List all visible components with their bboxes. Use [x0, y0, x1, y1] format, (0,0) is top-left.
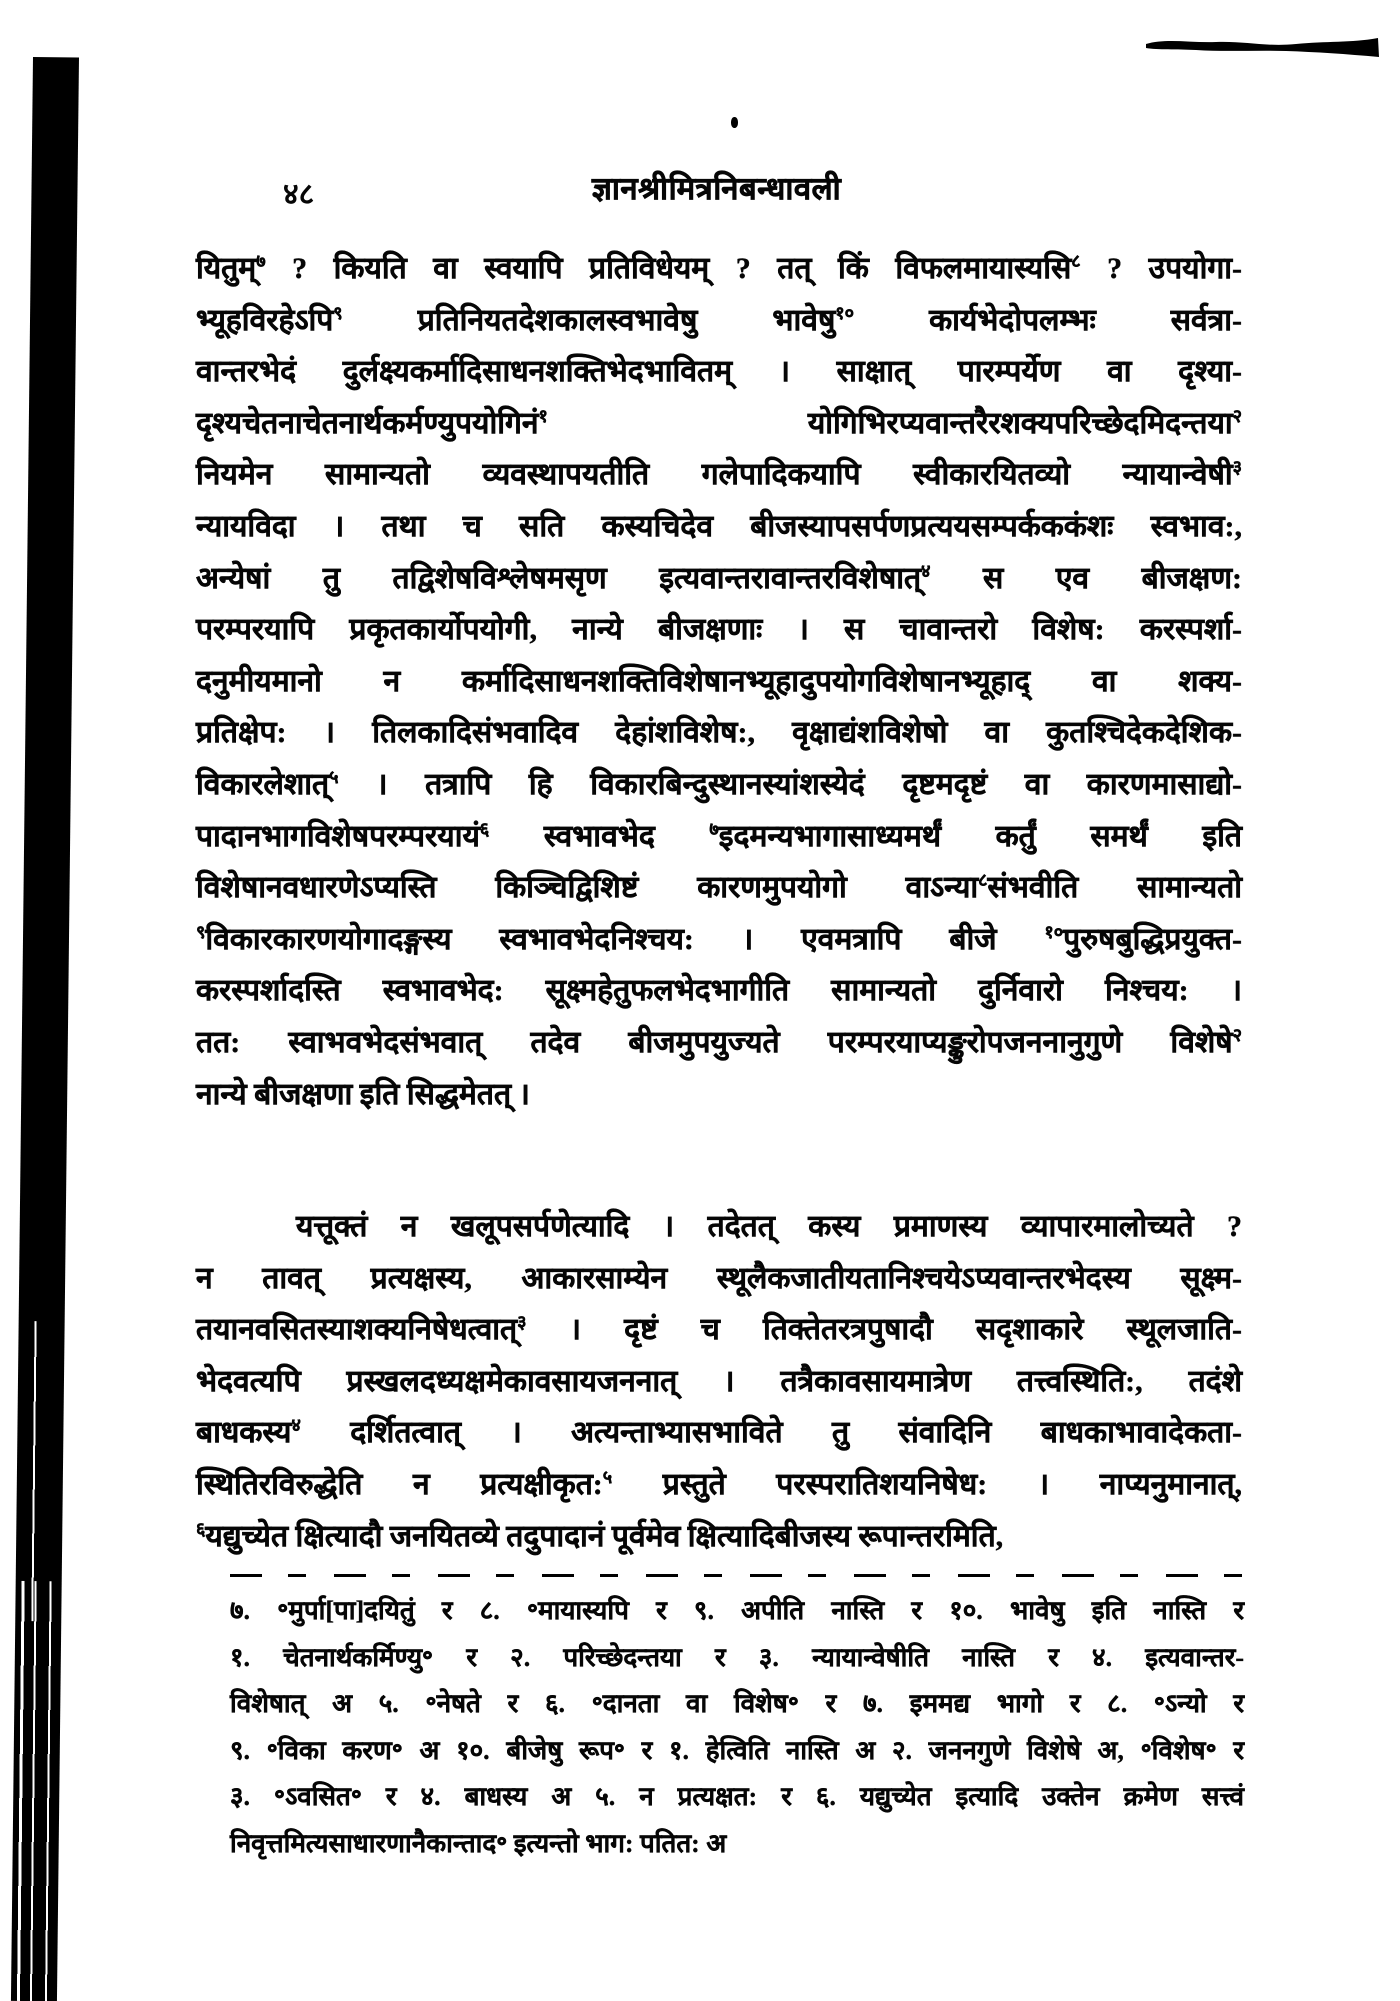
text-line: स्थितिरविरुद्धेति न प्रत्यक्षीकृत:$^५$ प्रस्तुते परस्परातिशयनिषेध: । नाप्यनुमानात्, [196, 1466, 1242, 1501]
text-line: $^९$विकारकारणयोगादङ्गस्य स्वभावभेदनिश्चय: । एवमत्रापि बीजे $^{१०}$पुरुषबुद्धिप्रयुक्त- [196, 921, 1242, 956]
body-paragraph-2 [196, 1201, 1242, 1562]
text-line: पादानभागविशेषपरम्परयायं$^६$ स्वभावभेद $^७$इदमन्यभागासाध्यमर्थं कर्तुं समर्थं इति [196, 818, 1242, 853]
scan-bar-streaks [11, 1581, 62, 2001]
footnote-separator-line [230, 1574, 1244, 1577]
text-line: भ्यूहविरहेऽपि$^९$ प्रतिनियतदेशकालस्वभावेषु भावेषु$^{१०}$ कार्यभेदोपलम्भः सर्वत्रा- [196, 302, 1242, 337]
text-line: यितुम्$^७$ ? कियति वा स्वयापि प्रतिविधेयम् ? तत् किं विफलमायास्यसि$^८$ ? उपयोगा- [196, 251, 1242, 285]
text-line: भेदवत्यपि प्रस्खलदध्यक्षमेकावसायजननात् । तत्रैकावसायमात्रेण तत्त्वस्थिति:, तदंशे [196, 1364, 1242, 1398]
text-line: करस्पर्शादस्ति स्वभावभेद: सूक्ष्महेतुफलभेदभागीति सामान्यतो दुर्निवारो निश्चय: । [196, 974, 1242, 1008]
page-header-title: ज्ञानश्रीमित्रनिबन्धावली [592, 171, 842, 206]
text-line: दनुमीयमानो न कर्मादिसाधनशक्तिविशेषानभ्यूहादुपयोगविशेषानभ्यूहाद् वा शक्य- [196, 664, 1242, 698]
footnote-line: निवृत्तमित्यसाधारणानैकान्ताद॰ इत्यन्तो भाग: पतित: अ [230, 1828, 727, 1858]
scan-artifact-left-bar [11, 57, 79, 2001]
text-line: तयानवसितस्याशक्यनिषेधत्वात्$^३$ । दृष्टं च तिक्तेतरत्रपुषादौ सदृशाकारे स्थूलजाति- [196, 1312, 1242, 1347]
text-line: दृश्यचेतनाचेतनार्थकर्मण्युपयोगिनं$^१$ योगिभिरप्यवान्तरैरशक्यपरिच्छेदमिदन्तया$^२$ [196, 405, 1242, 440]
ink-speck [731, 117, 738, 128]
footnote-line: ३. ॰ऽवसित॰ र ४. बाधस्य अ ५. न प्रत्यक्षत: र ६. यद्युच्येत इत्यादि उक्तेन क्रमेण सत्त्वं [230, 1782, 1244, 1811]
text-line: प्रतिक्षेप: । तिलकादिसंभवादिव देहांशविशेष:, वृक्षाद्यंशविशेषो वा कुतश्चिदेकदेशिक- [196, 716, 1242, 750]
text-line: $^६$यद्युच्येत क्षित्यादौ जनयितव्ये तदुपादानं पूर्वमेव क्षित्यादिबीजस्य रूपान्तरमिति, [196, 1518, 1004, 1553]
text-line: न्यायविदा । तथा च सति कस्यचिदेव बीजस्यापसर्पणप्रत्ययसम्पर्कककंशः स्वभाव:, [196, 509, 1242, 543]
text-line: वान्तरभेदं दुर्लक्ष्यकर्मादिसाधनशक्तिभेदभावितम् । साक्षात् पारम्पर्येण वा दृश्या- [196, 355, 1242, 389]
footnote-line: विशेषात् अ ५. ॰नेषते र ६. ॰दानता वा विशेष॰ र ७. इममद्य भागो र ८. ॰ऽन्यो र [230, 1689, 1244, 1718]
text-line: बाधकस्य$^४$ दर्शितत्वात् । अत्यन्ताभ्यासभाविते तु संवादिनि बाधकाभावादेकता- [196, 1415, 1242, 1450]
text-line: यत्तूक्तं न खलूपसर्पणेत्यादि । तदेतत् कस्य प्रमाणस्य व्यापारमालोच्यते ? [296, 1210, 1242, 1243]
text-line: न तावत् प्रत्यक्षस्य, आकारसाम्येन स्थूलैकजातीयतानिश्चयेऽप्यवान्तरभेदस्य सूक्ष्म- [196, 1261, 1242, 1295]
text-line: नान्ये बीजक्षणा इति सिद्धमेतत् । [196, 1077, 530, 1111]
text-line: परम्परयापि प्रकृतकार्योपयोगी, नान्ये बीजक्षणाः । स चावान्तरो विशेष: करस्पर्शा- [196, 613, 1242, 647]
page-number: ४८ [283, 178, 315, 211]
text-line: विशेषानवधारणेऽप्यस्ति किञ्चिद्विशिष्टं कारणमुपयोगो वाऽन्या$^८$संभवीति सामान्यतो [196, 870, 1242, 905]
footnotes-block [230, 1588, 1244, 1867]
footnote-line: ७. ॰मुर्पा[पा]दयितुं र ८. ॰मायास्यपि र ९. अपीति नास्ति र १०. भावेषु इति नास्ति र [230, 1596, 1244, 1625]
footnote-line: १. चेतनार्थकर्मिण्यु॰ र २. परिच्छेदन्तया र ३. न्यायान्वेषीति नास्ति र ४. इत्यवान्तर- [230, 1642, 1244, 1672]
text-line: तत: स्वाभवभेदसंभवात् तदेव बीजमुपयुज्यते परम्परयाप्यङ्कुरोपजननानुगुणे विशेषे$^२$ [196, 1024, 1242, 1059]
text-line: नियमेन सामान्यतो व्यवस्थापयतीति गलेपादिकयापि स्वीकारयितव्यो न्यायान्वेषी$^३$ [196, 457, 1242, 492]
body-paragraph-1 [196, 243, 1242, 1120]
text-line: विकारलेशात्$^५$ । तत्रापि हि विकारबिन्दुस्थानस्यांशस्येदं दृष्टमदृष्टं वा कारणमासाद्यो- [196, 766, 1242, 801]
scan-bar-streaks [19, 1321, 68, 1622]
scan-artifact-top-right-streak [1146, 34, 1380, 62]
footnote-line: ९. ॰विका करण॰ अ १०. बीजेषु रूप॰ र १. हेत्विति नास्ति अ २. जननगुणे विशेषे अ, ॰विशेष॰ र [230, 1735, 1244, 1765]
text-line: अन्येषां तु तद्विशेषविश्लेषमसृण इत्यवान्तरावान्तरविशेषात्$^४$ स एव बीजक्षण: [196, 560, 1243, 595]
